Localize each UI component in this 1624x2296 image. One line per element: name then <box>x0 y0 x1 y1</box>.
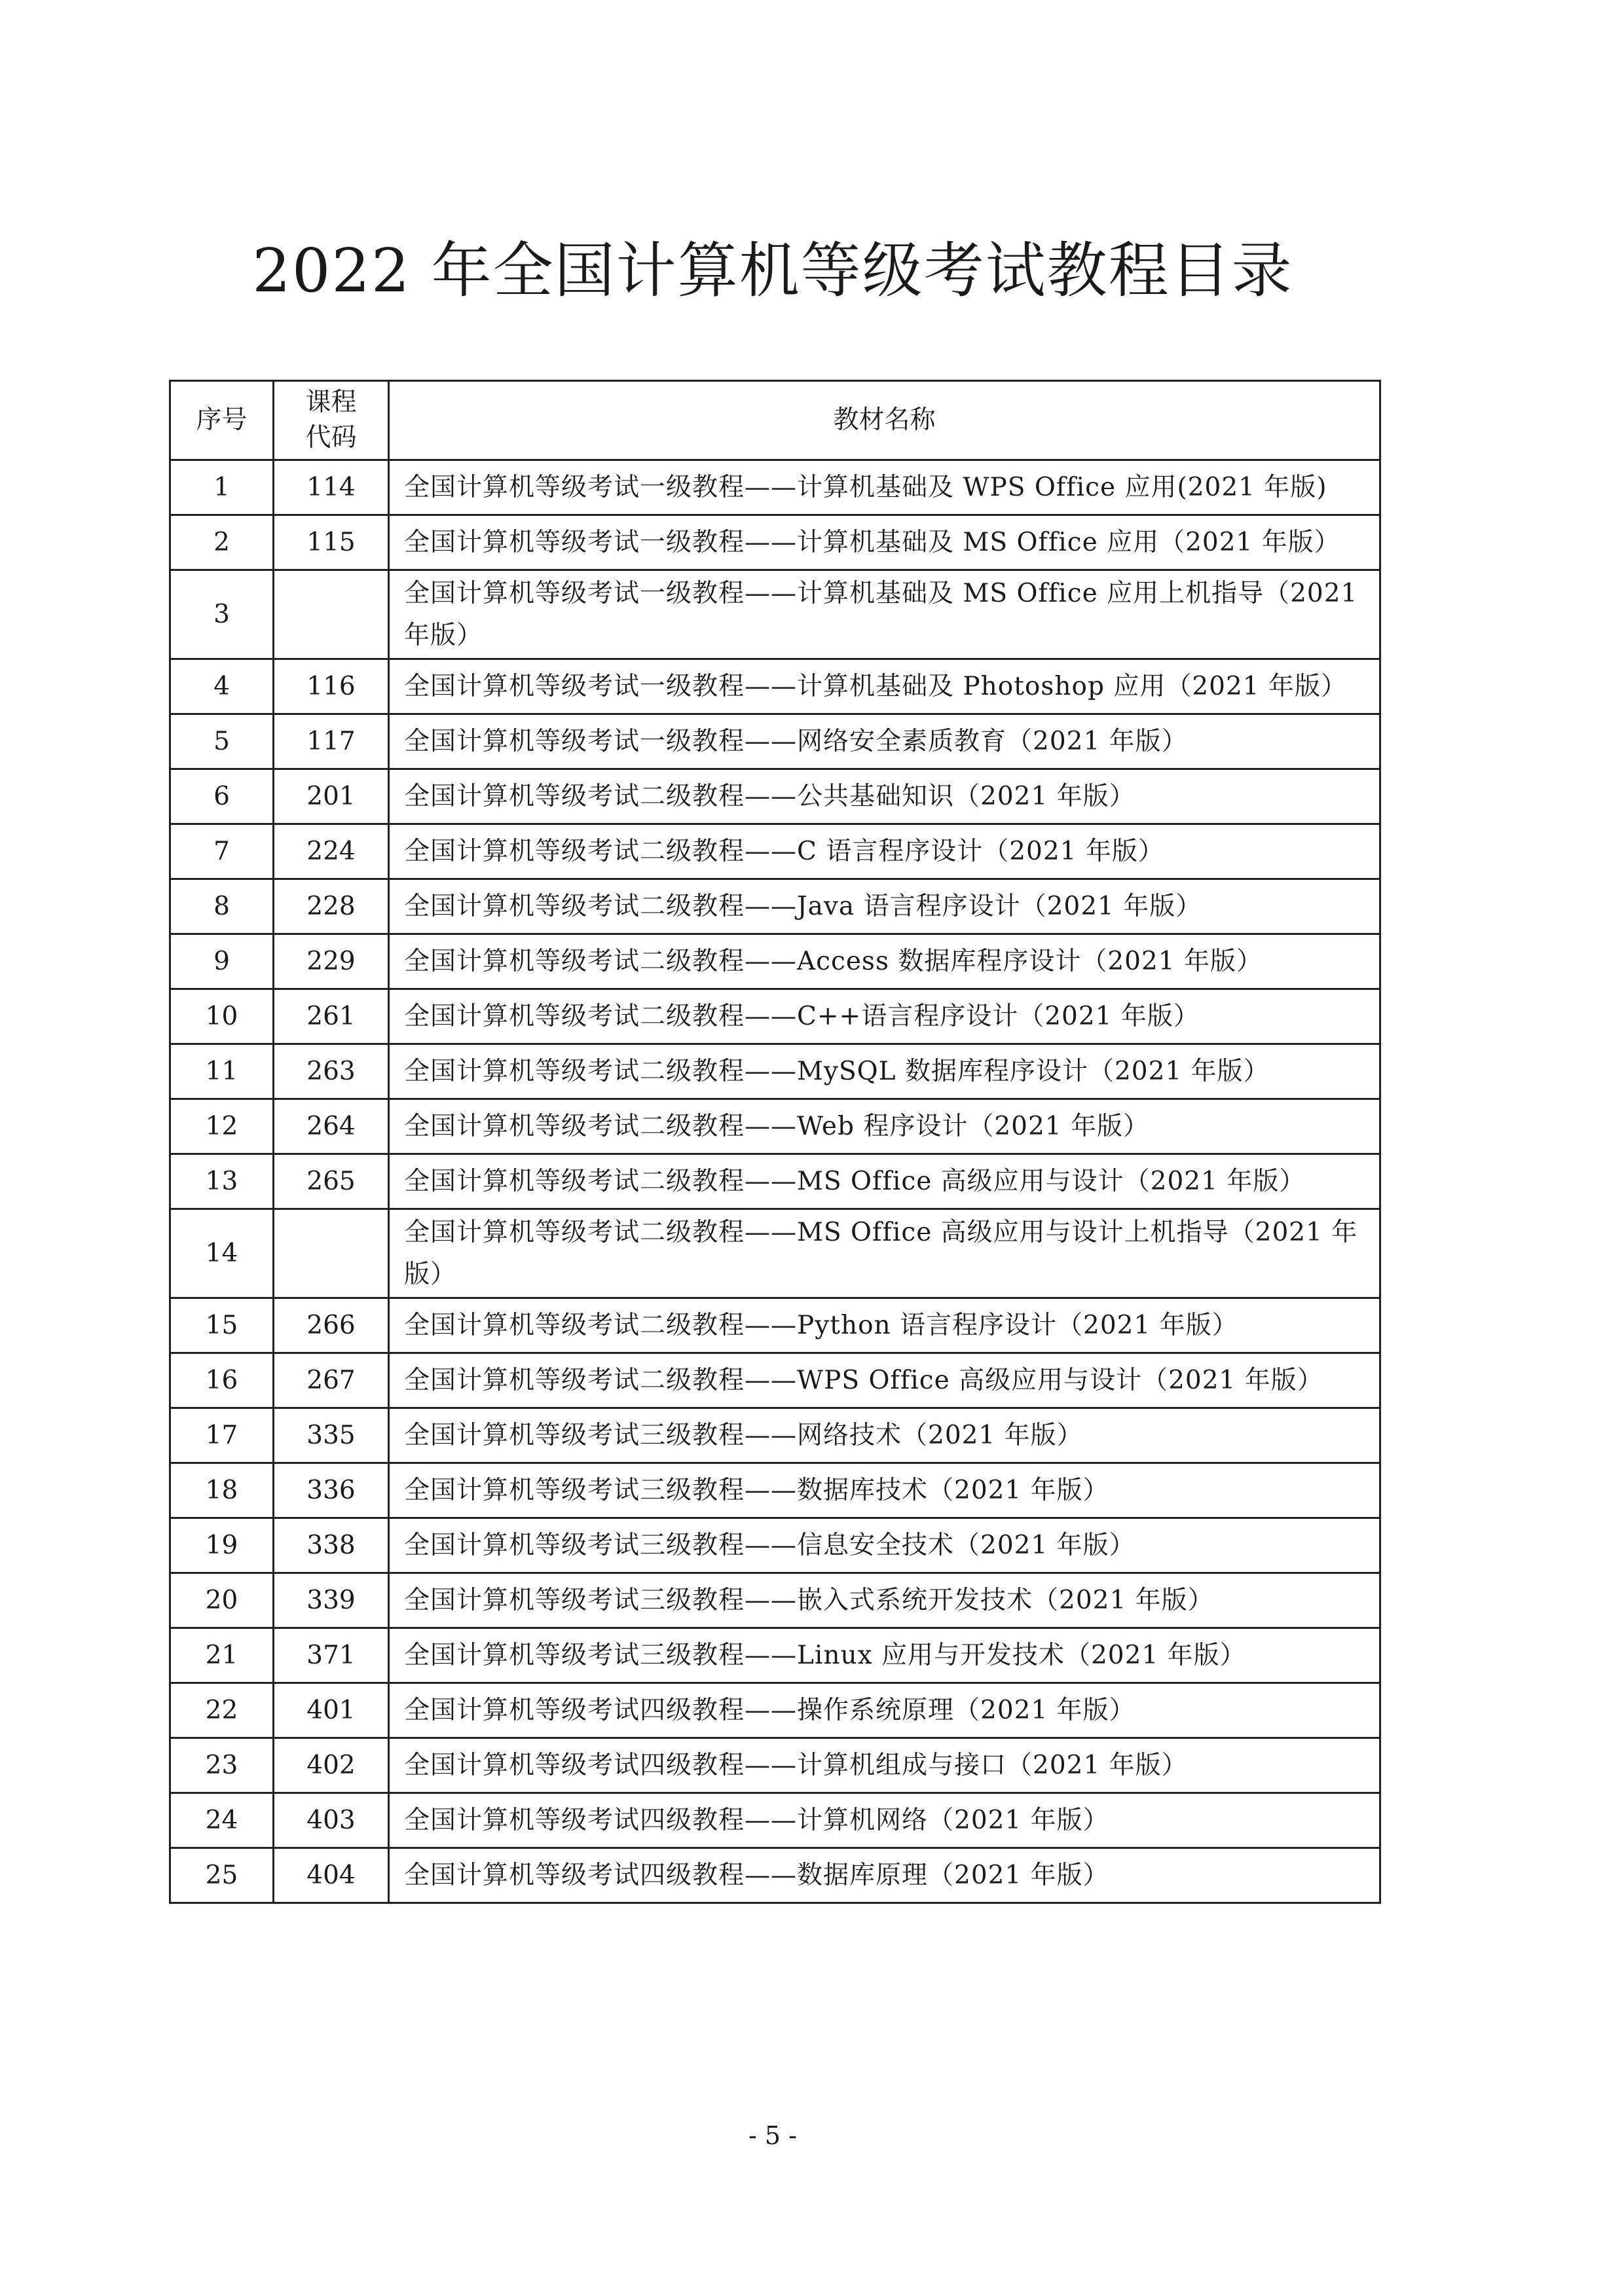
row-course-code: 402 <box>274 1738 389 1793</box>
row-course-code: 403 <box>274 1793 389 1848</box>
row-textbook-name: 全国计算机等级考试四级教程——计算机组成与接口（2021 年版） <box>389 1738 1380 1793</box>
row-course-code: 336 <box>274 1463 389 1518</box>
table-row <box>170 1099 1380 1154</box>
header-textbook-name: 教材名称 <box>389 381 1380 460</box>
header-course-code-line2: 代码 <box>305 423 357 452</box>
table-row <box>170 769 1380 824</box>
row-course-code: 404 <box>274 1848 389 1903</box>
table-row <box>170 1628 1380 1683</box>
row-textbook-name: 全国计算机等级考试四级教程——操作系统原理（2021 年版） <box>389 1683 1380 1738</box>
table-row <box>170 1463 1380 1518</box>
table-body <box>170 460 1380 1903</box>
row-textbook-name: 全国计算机等级考试一级教程——计算机基础及 WPS Office 应用(2021 年版) <box>389 460 1380 515</box>
row-textbook-name: 全国计算机等级考试二级教程——WPS Office 高级应用与设计（2021 年版） <box>389 1353 1380 1408</box>
header-course-code-line1: 课程 <box>305 388 357 417</box>
row-seq: 21 <box>170 1628 274 1683</box>
row-textbook-name: 全国计算机等级考试二级教程——C 语言程序设计（2021 年版） <box>389 824 1380 879</box>
row-course-code: 228 <box>274 879 389 934</box>
row-course-code: 263 <box>274 1044 389 1099</box>
row-textbook-name: 全国计算机等级考试四级教程——数据库原理（2021 年版） <box>389 1848 1380 1903</box>
table-row <box>170 824 1380 879</box>
row-seq: 11 <box>170 1044 274 1099</box>
table-row <box>170 714 1380 769</box>
row-course-code: 229 <box>274 934 389 989</box>
table-row <box>170 1738 1380 1793</box>
row-course-code: 338 <box>274 1518 389 1573</box>
row-seq: 18 <box>170 1463 274 1518</box>
row-course-code: 335 <box>274 1408 389 1463</box>
row-textbook-name: 全国计算机等级考试二级教程——公共基础知识（2021 年版） <box>389 769 1380 824</box>
row-course-code: 267 <box>274 1353 389 1408</box>
row-textbook-name: 全国计算机等级考试二级教程——Python 语言程序设计（2021 年版） <box>389 1298 1380 1353</box>
row-seq: 16 <box>170 1353 274 1408</box>
row-textbook-name: 全国计算机等级考试二级教程——Access 数据库程序设计（2021 年版） <box>389 934 1380 989</box>
row-textbook-name: 全国计算机等级考试二级教程——MS Office 高级应用与设计上机指导（2021 年版） <box>389 1209 1380 1298</box>
table-row <box>170 1408 1380 1463</box>
row-textbook-name: 全国计算机等级考试一级教程——计算机基础及 MS Office 应用上机指导（2021 年版） <box>389 570 1380 659</box>
row-seq: 19 <box>170 1518 274 1573</box>
table-row <box>170 1848 1380 1903</box>
header-course-code <box>274 381 389 460</box>
row-textbook-name: 全国计算机等级考试一级教程——计算机基础及 MS Office 应用（2021 年版） <box>389 515 1380 570</box>
page-title: 2022 年全国计算机等级考试教程目录 <box>252 236 1293 306</box>
table-row <box>170 515 1380 570</box>
row-seq: 8 <box>170 879 274 934</box>
row-course-code: 371 <box>274 1628 389 1683</box>
row-course-code: 117 <box>274 714 389 769</box>
table-row <box>170 1683 1380 1738</box>
row-seq: 14 <box>170 1209 274 1298</box>
row-seq: 9 <box>170 934 274 989</box>
row-textbook-name: 全国计算机等级考试二级教程——Java 语言程序设计（2021 年版） <box>389 879 1380 934</box>
table-row <box>170 460 1380 515</box>
row-seq: 10 <box>170 989 274 1044</box>
row-textbook-name: 全国计算机等级考试二级教程——C++语言程序设计（2021 年版） <box>389 989 1380 1044</box>
page-number: - 5 - <box>748 2121 797 2150</box>
row-course-code: 265 <box>274 1154 389 1209</box>
table-row <box>170 1154 1380 1209</box>
row-textbook-name: 全国计算机等级考试三级教程——信息安全技术（2021 年版） <box>389 1518 1380 1573</box>
row-course-code: 261 <box>274 989 389 1044</box>
table-row <box>170 1573 1380 1628</box>
row-course-code: 114 <box>274 460 389 515</box>
row-seq: 4 <box>170 659 274 714</box>
textbook-catalog-table <box>169 380 1381 1904</box>
row-course-code: 224 <box>274 824 389 879</box>
row-seq: 5 <box>170 714 274 769</box>
row-textbook-name: 全国计算机等级考试四级教程——计算机网络（2021 年版） <box>389 1793 1380 1848</box>
row-course-code: 401 <box>274 1683 389 1738</box>
row-textbook-name: 全国计算机等级考试二级教程——MS Office 高级应用与设计（2021 年版） <box>389 1154 1380 1209</box>
row-seq: 1 <box>170 460 274 515</box>
row-seq: 6 <box>170 769 274 824</box>
table-row <box>170 659 1380 714</box>
row-course-code: 264 <box>274 1099 389 1154</box>
row-textbook-name: 全国计算机等级考试三级教程——网络技术（2021 年版） <box>389 1408 1380 1463</box>
row-seq: 7 <box>170 824 274 879</box>
row-textbook-name: 全国计算机等级考试三级教程——嵌入式系统开发技术（2021 年版） <box>389 1573 1380 1628</box>
row-course-code <box>274 1209 389 1298</box>
row-course-code: 115 <box>274 515 389 570</box>
table-row <box>170 1353 1380 1408</box>
header-seq: 序号 <box>170 381 274 460</box>
row-seq: 24 <box>170 1793 274 1848</box>
row-textbook-name: 全国计算机等级考试二级教程——MySQL 数据库程序设计（2021 年版） <box>389 1044 1380 1099</box>
row-seq: 23 <box>170 1738 274 1793</box>
row-seq: 3 <box>170 570 274 659</box>
row-seq: 20 <box>170 1573 274 1628</box>
table-row <box>170 1044 1380 1099</box>
table-row <box>170 570 1380 659</box>
table-row <box>170 1298 1380 1353</box>
row-textbook-name: 全国计算机等级考试一级教程——网络安全素质教育（2021 年版） <box>389 714 1380 769</box>
table-row <box>170 934 1380 989</box>
row-seq: 2 <box>170 515 274 570</box>
row-seq: 13 <box>170 1154 274 1209</box>
table-row <box>170 1793 1380 1848</box>
row-textbook-name: 全国计算机等级考试三级教程——数据库技术（2021 年版） <box>389 1463 1380 1518</box>
table-row <box>170 879 1380 934</box>
table-row <box>170 1518 1380 1573</box>
row-course-code <box>274 570 389 659</box>
row-seq: 22 <box>170 1683 274 1738</box>
row-course-code: 116 <box>274 659 389 714</box>
row-textbook-name: 全国计算机等级考试三级教程——Linux 应用与开发技术（2021 年版） <box>389 1628 1380 1683</box>
table-header-row <box>170 381 1380 460</box>
row-seq: 17 <box>170 1408 274 1463</box>
row-course-code: 266 <box>274 1298 389 1353</box>
row-course-code: 201 <box>274 769 389 824</box>
row-course-code: 339 <box>274 1573 389 1628</box>
row-seq: 12 <box>170 1099 274 1154</box>
row-seq: 15 <box>170 1298 274 1353</box>
row-textbook-name: 全国计算机等级考试二级教程——Web 程序设计（2021 年版） <box>389 1099 1380 1154</box>
row-seq: 25 <box>170 1848 274 1903</box>
table-row <box>170 989 1380 1044</box>
table-row <box>170 1209 1380 1298</box>
row-textbook-name: 全国计算机等级考试一级教程——计算机基础及 Photoshop 应用（2021 年版） <box>389 659 1380 714</box>
